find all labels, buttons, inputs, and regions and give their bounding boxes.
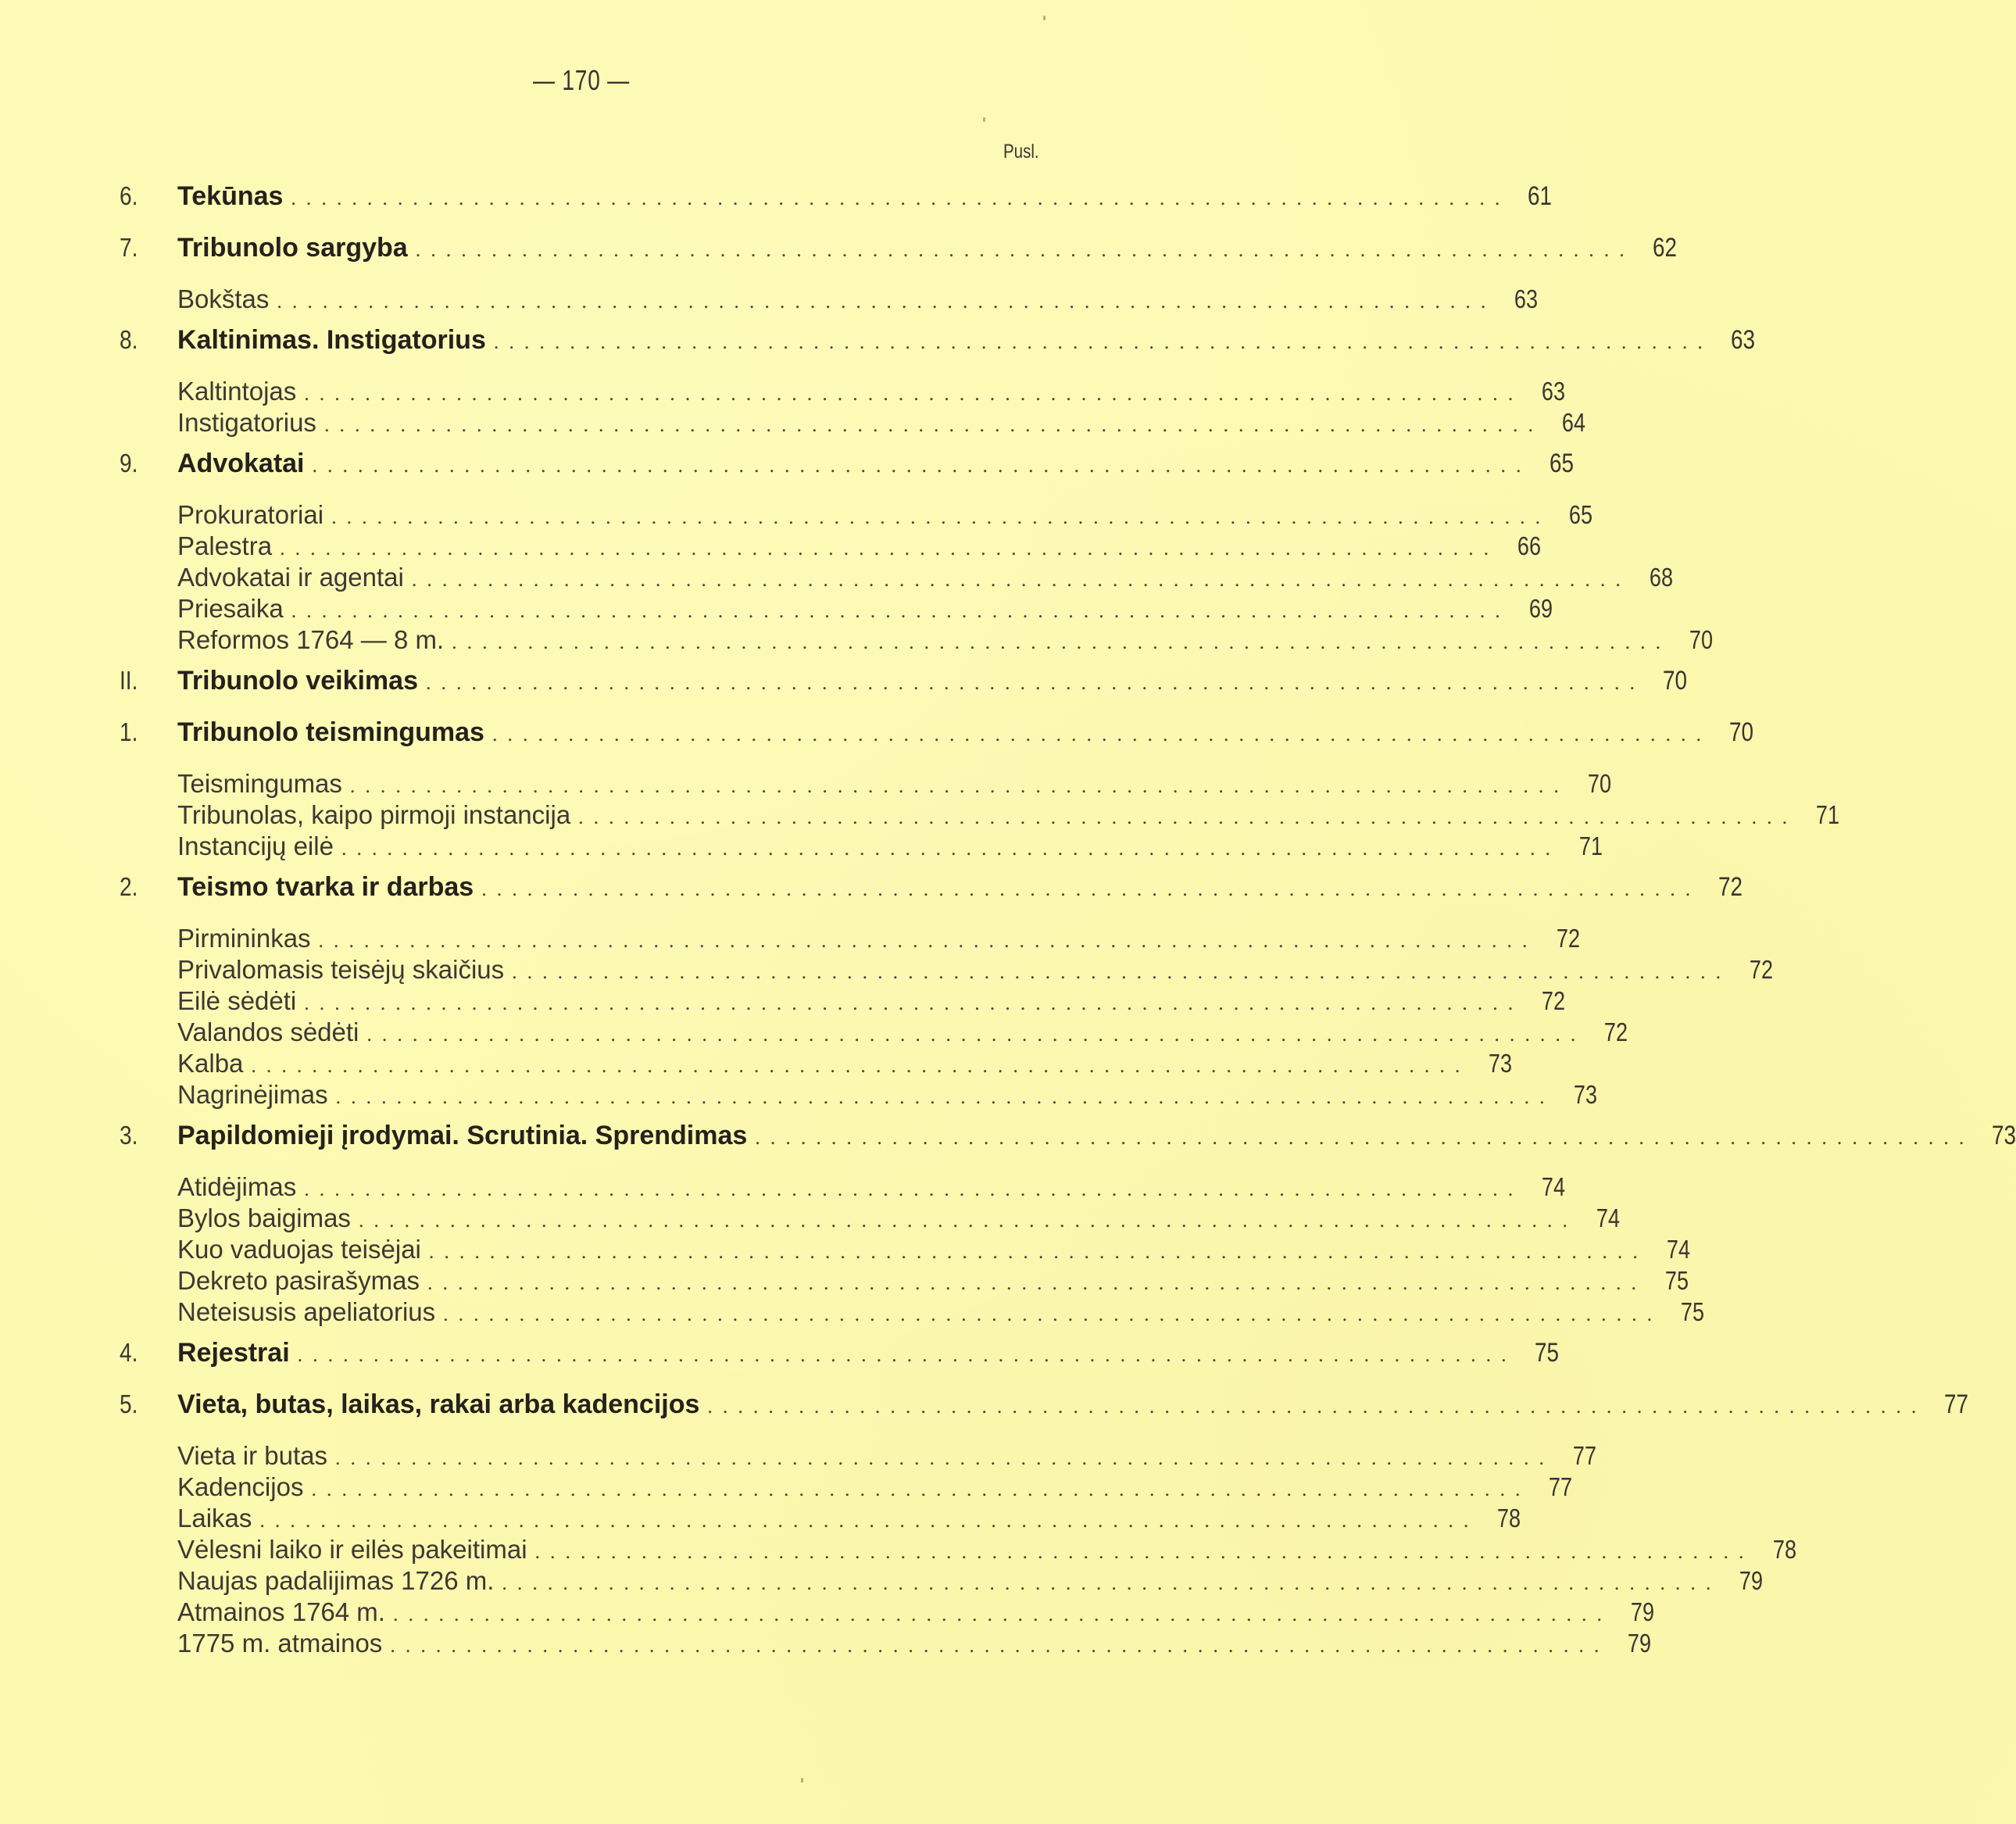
entry-title: Pirmininkas [177,924,311,953]
dot-leader: ................................................................................ [390,1634,1610,1657]
dot-leader: ................................................................................ [491,723,1711,746]
page-number: — 170 — [532,64,631,96]
entry-title: Papildomieji įrodymai. Scrutinia. Sprendimas [177,1121,748,1150]
toc-chapter-entry [120,1121,2016,1163]
dot-leader: ................................................................................ [512,960,1732,983]
entry-page-number: 66 [1517,531,1542,560]
toc-subentry [120,1080,1597,1111]
dot-leader: ................................................................................ [304,1178,1524,1200]
entry-title: Vieta, butas, laikas, rakai arba kadencijos [177,1389,700,1419]
entry-number: 2. [120,872,138,901]
toc-subentry [120,1172,1566,1203]
entry-number: II. [120,666,138,695]
entry-title: Instancijų eilė [177,832,334,860]
entry-page-number: 72 [1556,924,1580,953]
entry-title: Instigatorius [177,408,316,437]
toc-subentry [120,1049,1513,1080]
entry-title: Dekreto pasirašymas [177,1266,420,1295]
entry-page-number: 73 [1992,1121,2016,1150]
paper-speck [801,1778,803,1783]
entry-page-number: 74 [1666,1235,1690,1264]
entry-page-number: 79 [1739,1566,1764,1595]
entry-title: Prokuratoriai [177,500,324,529]
toc-chapter-entry [120,1389,1969,1432]
toc-subentry [120,625,1714,656]
entry-title: Nagrinėjimas [177,1080,328,1109]
dot-leader: ................................................................................ [312,454,1532,477]
entry-title: Tekūnas [177,181,284,211]
entry-page-number: 77 [1572,1441,1597,1470]
entry-page-number: 72 [1750,955,1774,984]
toc-chapter-entry [120,666,1687,708]
toc-subentry [120,1472,1573,1504]
entry-page-number: 61 [1528,181,1553,211]
toc-subentry [120,1629,1652,1660]
dot-leader: ................................................................................ [493,331,1713,353]
entry-page-number: 65 [1549,449,1574,478]
dot-leader: ................................................................................ [335,1085,1555,1108]
dot-leader: ................................................................................ [304,382,1524,405]
dot-leader: ................................................................................ [366,1023,1586,1046]
entry-title: Reformos 1764 — 8 m. [177,625,445,654]
entry-page-number: 78 [1772,1535,1796,1564]
entry-page-number: 73 [1489,1049,1513,1078]
dot-leader: ................................................................................ [318,929,1538,952]
entry-page-number: 74 [1596,1203,1620,1232]
toc-subentry [120,832,1603,863]
page-column-header: Pusl. [1003,141,1039,163]
dot-leader: ................................................................................ [349,774,1569,797]
entry-title: Rejestrai [177,1338,290,1368]
entry-page-number: 68 [1649,563,1673,592]
entry-page-number: 79 [1628,1629,1652,1658]
toc-chapter-entry [120,181,1553,224]
dot-leader: ................................................................................ [259,1509,1479,1532]
dot-leader: ................................................................................ [297,1343,1517,1366]
entry-page-number: 73 [1573,1080,1597,1109]
dot-leader: ................................................................................ [331,506,1551,528]
dot-leader: ................................................................................ [755,1126,1975,1149]
entry-title: Kuo vaduojas teisėjai [177,1235,421,1264]
dot-leader: ................................................................................ [534,1540,1754,1563]
entry-page-number: 70 [1728,717,1753,747]
entry-title: Naujas padalijimas 1726 m. [177,1566,495,1595]
dot-leader: ................................................................................ [311,1478,1531,1500]
paper-speck [983,117,985,122]
entry-page-number: 70 [1689,625,1714,654]
toc-subentry [120,1235,1690,1266]
toc-subentry [120,800,1840,832]
toc-subentry [120,1441,1597,1472]
entry-title: Eilė sėdėti [177,986,297,1015]
entry-page-number: 70 [1662,666,1687,696]
dot-leader: ................................................................................ [277,290,1496,313]
entry-number: 4. [120,1338,138,1367]
entry-page-number: 77 [1944,1389,1969,1419]
entry-number: 6. [120,181,138,210]
entry-number: 1. [120,717,138,746]
toc-subentry [120,563,1673,594]
entry-page-number: 77 [1549,1472,1573,1501]
dot-leader: ................................................................................ [280,537,1499,560]
entry-title: Valandos sėdėti [177,1018,359,1046]
toc-chapter-entry [120,325,1755,367]
entry-title: Tribunolo veikimas [177,666,418,696]
table-of-contents [120,181,2016,1660]
paper-speck [1043,16,1046,20]
toc-subentry [120,924,1580,955]
toc-chapter-entry [120,233,1677,275]
toc-subentry [120,1597,1654,1629]
entry-page-number: 64 [1561,408,1585,437]
entry-title: Advokatai [177,449,305,478]
toc-subentry [120,1535,1796,1566]
toc-subentry [120,986,1566,1018]
toc-subentry [120,284,1539,316]
toc-subentry [120,377,1566,408]
entry-title: Kalba [177,1049,244,1078]
entry-title: Privalomasis teisėjų skaičius [177,955,505,984]
entry-number: 9. [120,449,138,477]
dot-leader: ................................................................................ [392,1603,1612,1626]
entry-title: Kaltinimas. Instigatorius [177,325,486,355]
entry-page-number: 79 [1630,1597,1654,1626]
toc-subentry [120,531,1542,563]
entry-title: Tribunolas, kaipo pirmoji instancija [177,800,571,829]
dot-leader: ................................................................................ [341,837,1560,860]
dot-leader: ................................................................................ [428,1240,1648,1263]
dot-leader: ................................................................................ [251,1054,1471,1077]
toc-subentry [120,500,1593,531]
entry-page-number: 69 [1528,594,1553,623]
dot-leader: ................................................................................ [502,1572,1721,1594]
entry-title: Vieta ir butas [177,1441,328,1470]
dot-leader: ................................................................................ [304,992,1524,1014]
entry-title: Teismo tvarka ir darbas [177,872,474,902]
entry-number: 8. [120,325,138,354]
dot-leader: ................................................................................ [427,1271,1646,1294]
entry-title: Vėlesni laiko ir eilės pakeitimai [177,1535,527,1564]
toc-chapter-entry [120,1338,1559,1380]
toc-chapter-entry [120,717,1753,760]
entry-title: Tribunolo teismingumas [177,717,484,747]
entry-page-number: 62 [1652,233,1677,263]
entry-title: Teismingumas [177,769,342,798]
entry-page-number: 72 [1604,1018,1628,1046]
entry-number: 7. [120,233,138,262]
dot-leader: ................................................................................ [452,631,1671,653]
entry-page-number: 74 [1542,1172,1566,1201]
dot-leader: ................................................................................ [358,1209,1578,1232]
toc-subentry [120,1203,1620,1235]
entry-number: 5. [120,1389,138,1418]
entry-title: Palestra [177,531,273,560]
dot-leader: ................................................................................ [291,599,1510,622]
entry-page-number: 72 [1542,986,1566,1015]
dot-leader: ................................................................................ [443,1303,1663,1325]
entry-number: 3. [120,1121,138,1150]
toc-subentry [120,1297,1705,1329]
dot-leader: ................................................................................ [411,568,1631,591]
dot-leader: ................................................................................ [335,1447,1555,1469]
dot-leader: ................................................................................ [323,413,1543,436]
entry-page-number: 65 [1568,500,1593,529]
entry-page-number: 75 [1664,1266,1689,1295]
entry-title: Laikas [177,1504,252,1533]
dot-leader: ................................................................................ [578,806,1798,828]
entry-page-number: 63 [1730,325,1755,355]
toc-subentry [120,1266,1689,1297]
toc-subentry [120,1566,1764,1597]
entry-title: Kadencijos [177,1472,304,1501]
toc-chapter-entry [120,449,1574,491]
entry-title: Priesaika [177,594,284,623]
toc-subentry [120,408,1585,439]
entry-title: Kaltintojas [177,377,297,406]
entry-title: Atidėjimas [177,1172,297,1201]
dot-leader: ................................................................................ [415,238,1635,261]
toc-subentry [120,1018,1628,1049]
entry-title: Bylos baigimas [177,1203,351,1232]
entry-page-number: 70 [1587,769,1611,798]
toc-subentry [120,769,1611,800]
entry-title: Bokštas [177,284,270,313]
entry-page-number: 63 [1542,377,1566,406]
dot-leader: ................................................................................ [707,1395,1927,1418]
toc-subentry [120,594,1553,625]
entry-page-number: 63 [1514,284,1539,313]
toc-subentry [120,955,1774,986]
entry-page-number: 71 [1816,800,1840,829]
entry-title: Atmainos 1764 m. [177,1597,385,1626]
toc-subentry [120,1504,1521,1535]
entry-page-number: 71 [1578,832,1603,860]
dot-leader: ................................................................................ [481,878,1701,900]
entry-page-number: 75 [1681,1297,1705,1326]
toc-chapter-entry [120,872,1743,914]
dot-leader: ................................................................................ [425,671,1645,694]
entry-page-number: 72 [1718,872,1743,902]
entry-title: Neteisusis apeliatorius [177,1297,436,1326]
entry-page-number: 75 [1534,1338,1559,1368]
entry-page-number: 78 [1497,1504,1521,1533]
dot-leader: ................................................................................ [291,187,1510,209]
entry-title: 1775 m. atmainos [177,1629,383,1658]
entry-title: Tribunolo sargyba [177,233,408,263]
entry-title: Advokatai ir agentai [177,563,404,592]
